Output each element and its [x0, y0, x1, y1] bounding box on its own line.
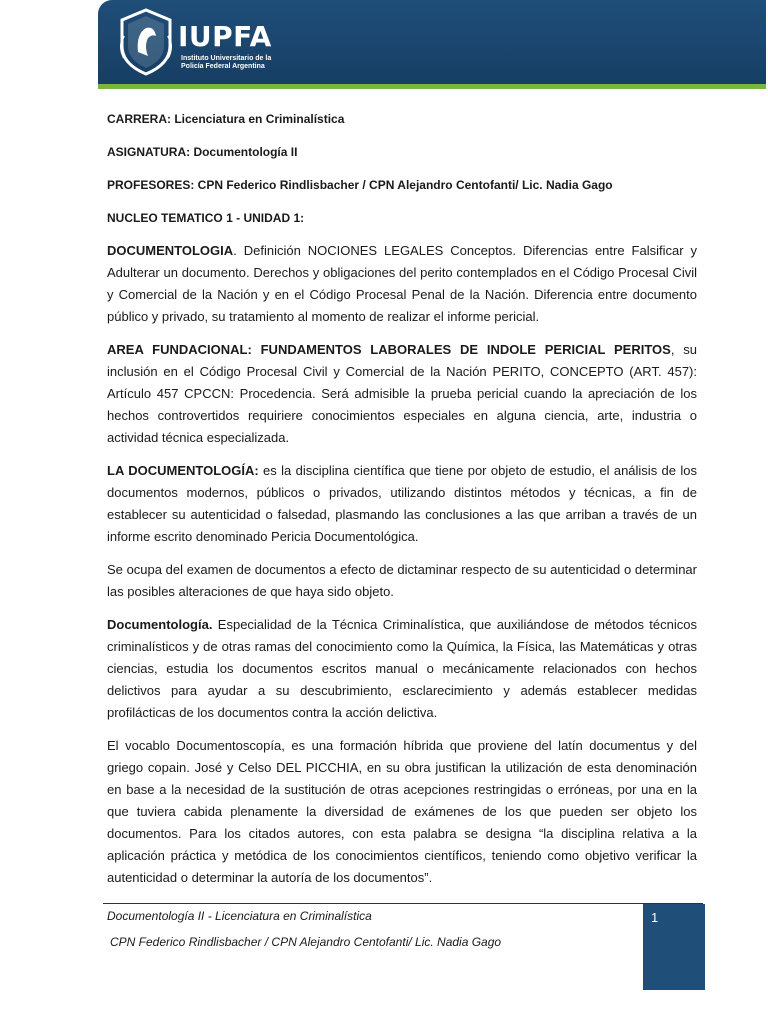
- paragraph-text: Se ocupa del examen de documentos a efecto de dictaminar respecto de su autenticidad o determinar las posibles alteraciones de que haya sido objeto.: [107, 562, 697, 599]
- page-number-box: [643, 904, 705, 990]
- footer-divider: [103, 903, 703, 904]
- meta-asignatura: ASIGNATURA: Documentología II: [107, 145, 298, 159]
- paragraph: [107, 559, 697, 603]
- iupfa-emblem-icon: [114, 6, 178, 78]
- logo-subtitle-line2: Policía Federal Argentina: [181, 63, 265, 70]
- paragraph-text: . Definición NOCIONES LEGALES Conceptos. Diferencias entre Falsificar y Adulterar un documento. Derechos y obligaciones del perito contemplados en el Código Procesal Civil y Comercial de la Nación y en el Código Procesal Penal de la Nación. Diferencia entre documento público y privado, su tratamiento al momento de realizar el informe pericial.: [107, 243, 697, 324]
- paragraph: [107, 240, 697, 328]
- logo-subtitle-line1: Instituto Universitario de la: [181, 55, 272, 62]
- paragraph-lead: DOCUMENTOLOGIA: [107, 243, 234, 258]
- paragraph-text: El vocablo Documentoscopía, es una formación híbrida que proviene del latín documentus y del griego copain. José y Celso DEL PICCHIA, en su obra justifican la utilización de esta denominación en base a la necesidad de la sustitución de otras acepciones restringidas o erróneas, por una en la que tuviera cabida plenamente la diversidad de exámenes de los que pueden ser objeto los documentos. Para los citados autores, con esta palabra se designa “la disciplina relativa a la aplicación práctica y metódica de los conocimientos científicos, teniendo como objetivo verificar la autenticidad o determinar la autoría de los documentos”.: [107, 738, 697, 885]
- paragraph-lead: LA DOCUMENTOLOGÍA:: [107, 463, 259, 478]
- paragraph-lead: AREA FUNDACIONAL: FUNDAMENTOS LABORALES DE INDOLE PERICIAL PERITOS: [107, 342, 671, 357]
- meta-profesores: PROFESORES: CPN Federico Rindlisbacher / CPN Alejandro Centofanti/ Lic. Nadia Gago: [107, 178, 613, 192]
- logo-subtitle: [181, 55, 331, 71]
- meta-carrera: CARRERA: Licenciatura en Criminalística: [107, 112, 345, 126]
- paragraph: [107, 339, 697, 449]
- paragraph: [107, 460, 697, 548]
- paragraph-text: , su inclusión en el Código Procesal Civil y Comercial de la Nación PERITO, CONCEPTO (ART. 457): Artículo 457 CPCCN: Procedencia. Será admisible la prueba pericial cuando la apreciación de los hechos controvertidos requiriere conocimientos especiales en alguna ciencia, arte, industria o actividad técnica especializada.: [107, 342, 697, 445]
- footer-professors: CPN Federico Rindlisbacher / CPN Alejandro Centofanti/ Lic. Nadia Gago: [110, 935, 502, 949]
- paragraph: [107, 614, 697, 724]
- page-number: 1: [651, 910, 659, 925]
- header-banner: [98, 0, 766, 84]
- document-body: [107, 108, 697, 900]
- paragraph-lead: Documentología.: [107, 617, 213, 632]
- paragraph: [107, 735, 697, 889]
- logo-wordmark: IUPFA: [178, 20, 272, 53]
- footer-course: Documentología II - Licenciatura en Criminalística: [107, 909, 372, 923]
- paragraph-text: Especialidad de la Técnica Criminalística, que auxiliándose de métodos técnicos criminalísticos y de otras ramas del conocimiento como la Química, la Física, las Matemáticas y otras ciencias, estudia los documentos escritos manual o mecánicamente relacionados con hechos delictivos para ayudar a su descubrimiento, esclarecimiento y además establecer medidas profilácticas de los documentos contra la acción delictiva.: [107, 617, 697, 720]
- meta-nucleo: NUCLEO TEMATICO 1 - UNIDAD 1:: [107, 211, 305, 225]
- paragraph-text: es la disciplina científica que tiene por objeto de estudio, el análisis de los documentos modernos, públicos o privados, utilizando distintos métodos y técnicas, a fin de establecer su autenticidad o falsedad, plasmando las conclusiones a las que arriban a través de un informe escrito denominado Pericia Documentológica.: [107, 463, 697, 544]
- header-accent-stripe: [98, 84, 766, 89]
